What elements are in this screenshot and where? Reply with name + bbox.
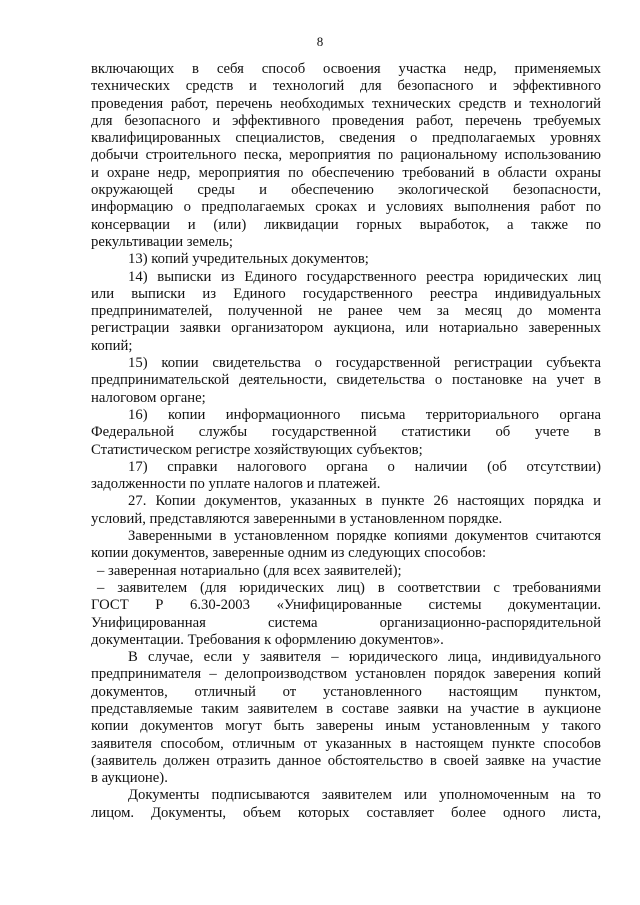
body-line: задолженности по уплате налогов и платежей.	[91, 476, 381, 493]
paragraph-certified-copies: Заверенными в установленном порядке копиями документов считаются	[128, 528, 601, 545]
dash-item-notarial: – заверенная нотариально (для всех заявителей);	[97, 562, 402, 579]
body-line: заявителя способом, отличным от указанных в настоящем пункте способов	[91, 735, 601, 752]
body-line: добычи строительного песка, мероприятия по рациональному использованию	[91, 147, 601, 164]
body-line: и охране недр, мероприятия по обеспечению требований в области охраны	[91, 164, 601, 181]
body-line: регистрации заявки организатором аукциона, или нотариально заверенных	[91, 320, 601, 337]
body-line: предпринимателя – делопроизводством установлен порядок заверения копий	[91, 666, 601, 683]
body-line: документации. Требования к оформлению документов».	[91, 631, 444, 648]
body-line: для безопасного и эффективного проведения работ, перечень требуемых	[91, 112, 601, 129]
body-line: налоговом органе;	[91, 389, 206, 406]
body-line: или выписки из Единого государственного реестра индивидуальных	[91, 285, 601, 302]
body-line: включающих в себя способ освоения участка недр, применяемых	[91, 61, 601, 77]
body-line: информацию о предполагаемых сроках и условиях выполнения работ по	[91, 199, 601, 216]
body-line: ГОСТ Р 6.30-2003 «Унифицированные системы документации.	[91, 597, 601, 614]
body-line: проведения работ, перечень необходимых технических средств и технологий	[91, 95, 601, 112]
paragraph-signing: Документы подписываются заявителем или уполномоченным на то	[128, 787, 601, 804]
body-line: рекультивации земель;	[91, 233, 233, 250]
body-line: в аукционе).	[91, 770, 168, 787]
body-line: предпринимательской деятельности, свидетельства о постановке на учет в	[91, 372, 601, 389]
body-line: (заявитель должен отразить данное обстоятельство в своей заявке на участие	[91, 752, 601, 769]
paragraph-case: В случае, если у заявителя – юридического лица, индивидуального	[128, 649, 601, 666]
page-number: 8	[316, 34, 324, 49]
list-item-17: 17) справки налогового органа о наличии (об отсутствии)	[128, 458, 601, 475]
body-line: консервации и (или) ликвидации горных выработок, а также по	[91, 216, 601, 233]
list-item-14: 14) выписки из Единого государственного реестра юридических лиц	[128, 268, 601, 285]
body-line: Унифицированная система организационно-распорядительной	[91, 614, 601, 631]
body-line: технических средств и технологий для безопасного и эффективного	[91, 78, 601, 95]
body-line: Федеральной службы государственной статистики об учете в	[91, 424, 601, 441]
body-line: Статистическом регистре хозяйствующих субъектов;	[91, 441, 423, 458]
body-line: условий, представляются заверенными в установленном порядке.	[91, 510, 503, 527]
body-line: документов, отличный от установленного настоящим пунктом,	[91, 683, 601, 700]
body-line: представляемые таким заявителем в составе заявки на участие в аукционе	[91, 700, 601, 717]
document-body	[91, 61, 601, 822]
dash-item-applicant: – заявителем (для юридических лиц) в соответствии с требованиями	[97, 579, 601, 596]
body-line: предпринимателей, полученной не ранее чем за месяц до момента	[91, 303, 601, 320]
body-line: лицом. Документы, объем которых составляет более одного листа,	[91, 804, 601, 821]
body-line: копий;	[91, 337, 133, 354]
list-item-15: 15) копии свидетельства о государственной регистрации субъекта	[128, 355, 601, 372]
body-line: копии документов, заверенные одним из следующих способов:	[91, 545, 487, 562]
body-line: окружающей среды и обеспечению экологической безопасности,	[91, 182, 601, 199]
list-item-13: 13) копий учредительных документов;	[128, 251, 369, 268]
body-line: копии документов могут быть заверены иным установленным у такого	[91, 718, 601, 735]
list-item-16: 16) копии информационного письма территориального органа	[128, 406, 601, 423]
paragraph-27: 27. Копии документов, указанных в пункте 26 настоящих порядка и	[128, 493, 601, 510]
body-line: квалифицированных специалистов, сведения о предполагаемых уровнях	[91, 130, 601, 147]
